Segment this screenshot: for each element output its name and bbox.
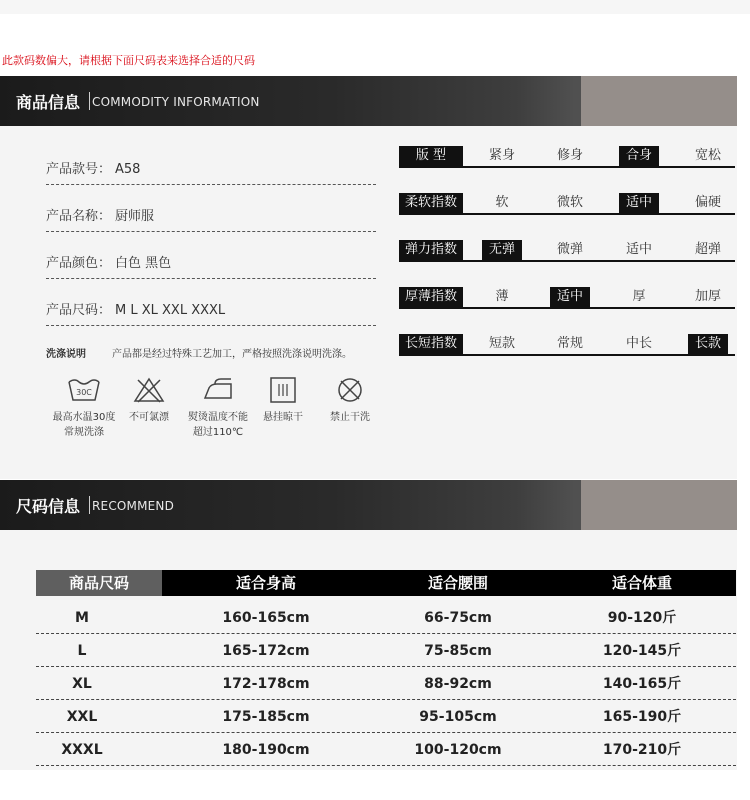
wash-title: 洗涤说明 — [46, 349, 86, 360]
row-divider — [36, 666, 736, 667]
cell-height: 160-165cm — [222, 610, 310, 626]
table-row — [36, 668, 736, 700]
info-value: M L XL XXL XXXL — [115, 303, 226, 318]
care-text: 常规洗涤 — [64, 427, 104, 438]
table-row — [36, 734, 736, 766]
info-value: 厨师服 — [115, 209, 155, 224]
header-height: 适合身高 — [235, 574, 296, 592]
commodity-info-banner — [0, 76, 737, 126]
recommend-banner — [0, 480, 737, 530]
index-option: 微弹 — [556, 242, 583, 257]
cell-height: 172-178cm — [222, 676, 310, 692]
index-option: 软 — [495, 195, 509, 210]
wash-temp-text: 30C — [76, 388, 92, 397]
top-strip — [0, 0, 750, 14]
cell-size: M — [75, 610, 89, 626]
cell-waist: 95-105cm — [419, 709, 497, 725]
index-option: 适中 — [625, 242, 652, 257]
cell-waist: 75-85cm — [424, 643, 492, 659]
divider — [46, 278, 376, 279]
iron-icon — [201, 376, 235, 404]
index-row-fit — [399, 146, 735, 168]
info-label: 产品尺码： — [46, 303, 112, 318]
table-row — [36, 635, 736, 667]
care-text: 禁止干洗 — [330, 412, 370, 423]
index-option: 厚 — [632, 289, 646, 304]
no-dry-clean-icon — [333, 376, 367, 404]
cell-size: L — [77, 643, 87, 659]
info-row-color — [46, 252, 376, 274]
header-weight: 适合体重 — [611, 574, 672, 592]
banner-separator — [89, 496, 90, 514]
banner-grey-block — [581, 76, 737, 126]
info-value: 白色 黑色 — [115, 256, 172, 271]
header-size: 商品尺码 — [68, 574, 129, 592]
index-option: 超弹 — [694, 242, 721, 257]
index-option: 薄 — [495, 289, 509, 304]
index-option-selected: 无弹 — [482, 240, 522, 260]
cell-weight: 120-145斤 — [602, 643, 682, 659]
index-underline — [399, 260, 735, 262]
cell-weight: 140-165斤 — [602, 676, 682, 692]
index-row-elasticity — [399, 240, 735, 262]
care-text: 超过110℃ — [192, 427, 244, 438]
wash-30-icon — [67, 376, 101, 404]
header-waist: 适合腰围 — [427, 574, 488, 592]
index-option-selected: 长款 — [688, 334, 728, 354]
index-row-length — [399, 334, 735, 356]
index-underline — [399, 354, 735, 356]
index-option-selected: 适中 — [550, 287, 590, 307]
row-divider — [36, 732, 736, 733]
row-divider — [36, 699, 736, 700]
banner-separator — [89, 92, 90, 110]
cell-waist: 100-120cm — [414, 742, 502, 758]
recommend-title-en: RECOMMEND — [92, 499, 175, 513]
row-divider — [36, 765, 736, 766]
recommend-title-cn: 尺码信息 — [16, 497, 81, 516]
index-option: 修身 — [556, 148, 583, 163]
index-label: 版 型 — [399, 146, 463, 166]
divider — [46, 325, 376, 326]
cell-size: XXXL — [61, 742, 103, 758]
index-label: 长短指数 — [399, 334, 463, 354]
commodity-title-cn: 商品信息 — [16, 93, 81, 112]
care-text: 不可氯漂 — [129, 412, 169, 423]
cell-height: 180-190cm — [222, 742, 310, 758]
index-underline — [399, 166, 735, 168]
care-text: 熨烫温度不能 — [188, 412, 248, 423]
index-underline — [399, 213, 735, 215]
divider — [46, 184, 376, 185]
index-option: 宽松 — [694, 148, 721, 163]
index-option-selected: 合身 — [619, 146, 659, 166]
index-option: 加厚 — [694, 289, 721, 304]
index-option: 紧身 — [488, 148, 515, 163]
index-row-softness — [399, 193, 735, 215]
index-option: 常规 — [556, 336, 583, 351]
info-row-name — [46, 205, 376, 227]
cell-weight: 90-120斤 — [607, 610, 677, 626]
cell-size: XL — [72, 676, 92, 692]
index-label: 厚薄指数 — [399, 287, 463, 307]
info-label: 产品名称： — [46, 209, 112, 224]
care-text: 最高水温30度 — [52, 412, 116, 423]
care-text: 悬挂晾干 — [263, 412, 303, 423]
size-notice: 此款码数偏大，请根据下面尺码表来选择合适的尺码 — [2, 54, 255, 67]
index-option: 微软 — [556, 195, 583, 210]
wash-note: 产品都是经过特殊工艺加工，严格按照洗涤说明洗涤。 — [112, 349, 352, 360]
cell-height: 175-185cm — [222, 709, 310, 725]
banner-grey-block — [581, 480, 737, 530]
index-row-thickness — [399, 287, 735, 309]
cell-height: 165-172cm — [222, 643, 310, 659]
cell-size: XXL — [66, 709, 98, 725]
cell-weight: 170-210斤 — [602, 742, 682, 758]
table-row — [36, 602, 736, 634]
size-table-header — [36, 570, 736, 596]
info-row-model — [46, 158, 376, 180]
care-item-no-dry-clean — [305, 376, 395, 425]
index-label: 柔软指数 — [399, 193, 463, 213]
hang-dry-icon — [266, 376, 300, 404]
index-label: 弹力指数 — [399, 240, 463, 260]
info-label: 产品颜色： — [46, 256, 112, 271]
cell-weight: 165-190斤 — [602, 709, 682, 725]
info-value: A58 — [115, 162, 141, 177]
cell-waist: 66-75cm — [424, 610, 492, 626]
index-option: 偏硬 — [694, 195, 721, 210]
index-option: 中长 — [625, 336, 652, 351]
cell-waist: 88-92cm — [424, 676, 492, 692]
table-row — [36, 701, 736, 733]
info-label: 产品款号： — [46, 162, 112, 177]
no-bleach-icon — [132, 376, 166, 404]
commodity-title-en: COMMODITY INFORMATION — [92, 95, 260, 109]
index-option-selected: 适中 — [619, 193, 659, 213]
info-row-size — [46, 299, 376, 321]
row-divider — [36, 633, 736, 634]
index-underline — [399, 307, 735, 309]
divider — [46, 231, 376, 232]
index-option: 短款 — [488, 336, 515, 351]
